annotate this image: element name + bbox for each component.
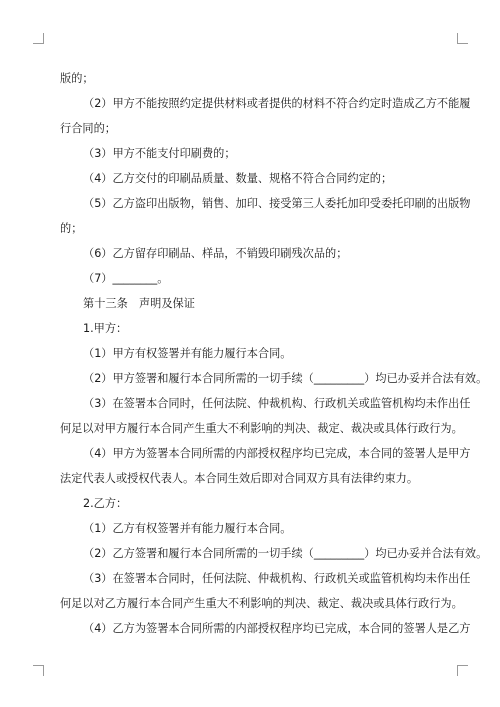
document-line: （7）________。 (83, 272, 169, 285)
document-line: 1.甲方： (83, 322, 128, 335)
document-line: 的； (60, 222, 83, 235)
document-line: （3）甲方不能支付印刷费的； (83, 147, 236, 160)
crop-mark-bottom-right (457, 665, 468, 676)
document-line: （2）乙方签署和履行本合同所需的一切手续（_________）均已办妥并合法有效。 (83, 547, 488, 560)
document-body (60, 66, 488, 641)
crop-mark-top-right (457, 33, 468, 44)
document-line: （4）甲方为签署本合同所需的内部授权程序均已完成，本合同的签署人是甲方 (83, 447, 471, 460)
document-line: 行合同的； (60, 122, 116, 135)
document-line: 第十三条 声明及保证 (83, 297, 195, 310)
document-line: 2.乙方： (83, 497, 128, 510)
crop-mark-top-left (33, 33, 44, 44)
document-line: （4）乙方为签署本合同所需的内部授权程序均已完成，本合同的签署人是乙方 (83, 622, 471, 635)
document-line: （3）在签署本合同时，任何法院、仲裁机构、行政机关或监管机构均未作出任 (83, 397, 471, 410)
document-line: （4）乙方交付的印刷品质量、数量、规格不符合合同约定的； (83, 172, 393, 185)
document-line: 版的； (60, 72, 94, 85)
document-line: 法定代表人或授权代表人。本合同生效后即对合同双方具有法律约束力。 (60, 472, 419, 485)
document-line: （2）甲方不能按照约定提供材料或者提供的材料不符合约定时造成乙方不能履 (83, 97, 471, 110)
document-line: 何足以对乙方履行本合同产生重大不利影响的判决、裁定、裁决或具体行政行为。 (60, 597, 463, 610)
document-line: 何足以对甲方履行本合同产生重大不利影响的判决、裁定、裁决或具体行政行为。 (60, 422, 463, 435)
crop-mark-bottom-left (33, 665, 44, 676)
document-line: （5）乙方盗印出版物，销售、加印、接受第三人委托加印受委托印刷的出版物 (83, 197, 471, 210)
document-line: （1）乙方有权签署并有能力履行本合同。 (83, 522, 292, 535)
document-line: （2）甲方签署和履行本合同所需的一切手续（_________）均已办妥并合法有效。 (83, 372, 488, 385)
document-line: （6）乙方留存印刷品、样品，不销毁印刷残次品的； (83, 247, 348, 260)
document-line: （1）甲方有权签署并有能力履行本合同。 (83, 347, 292, 360)
document-line: （3）在签署本合同时，任何法院、仲裁机构、行政机关或监管机构均未作出任 (83, 572, 471, 585)
